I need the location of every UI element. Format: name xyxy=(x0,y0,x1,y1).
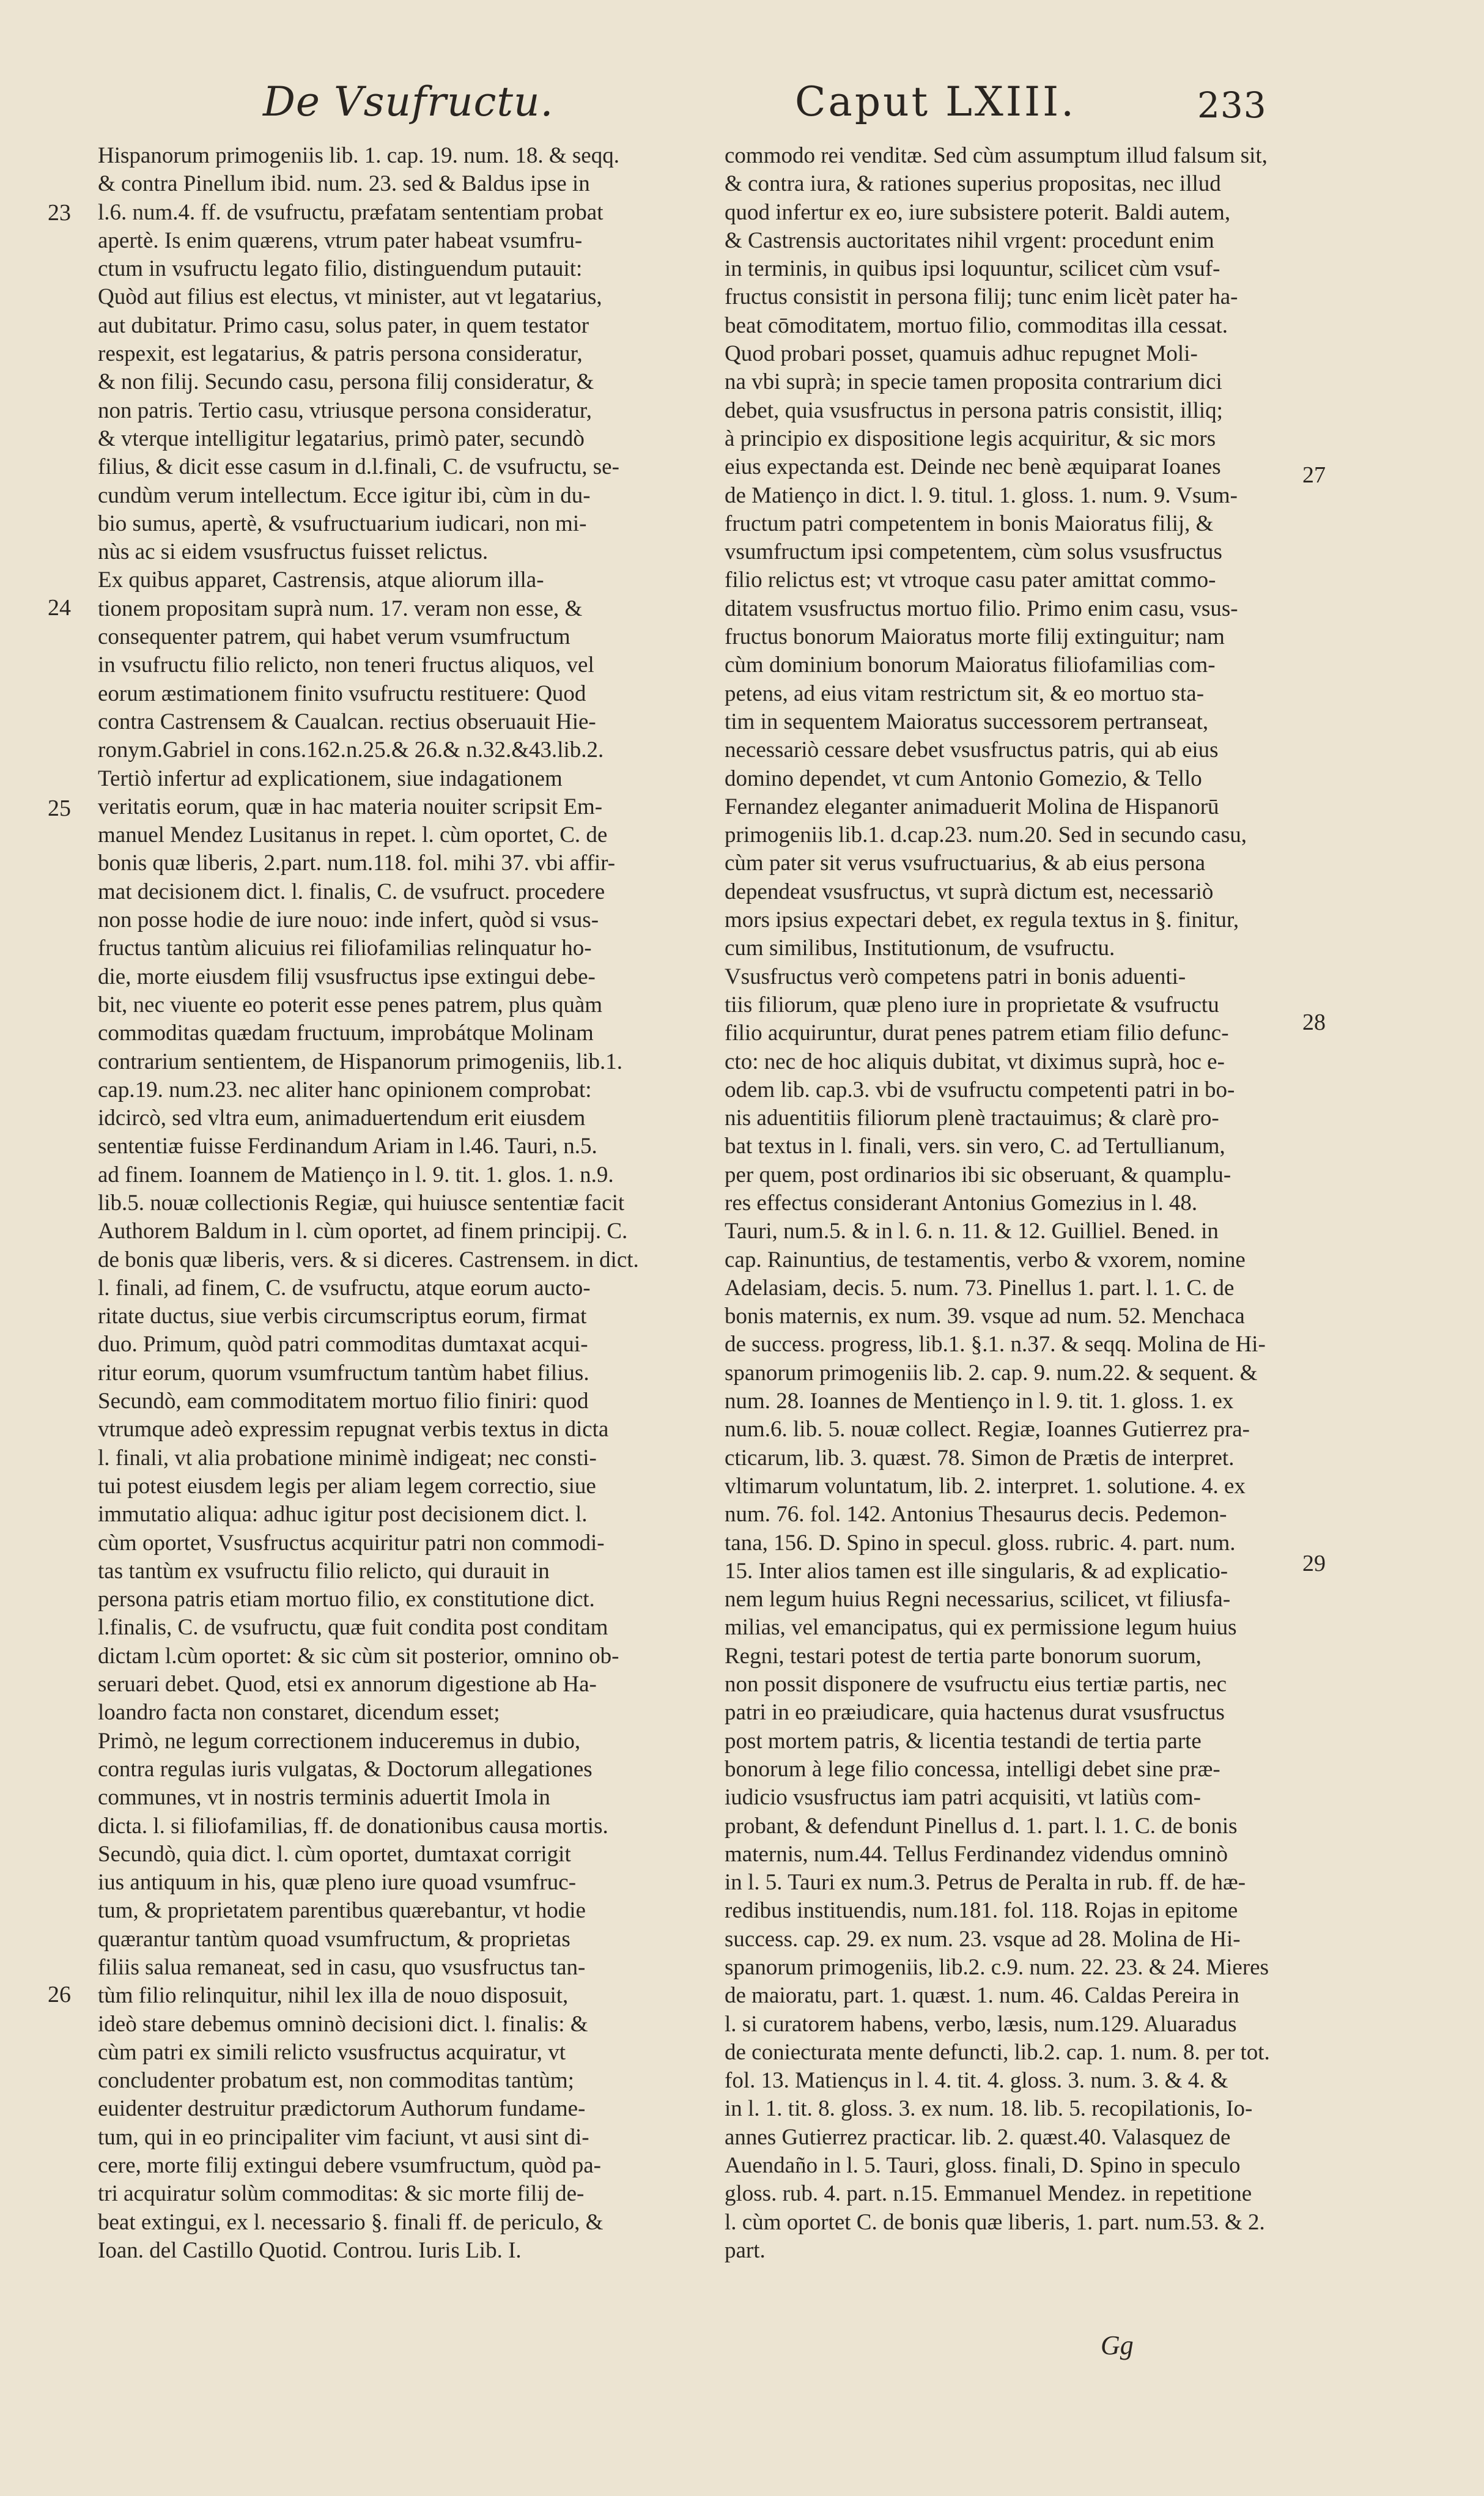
text-line: Quod probari posset, quamuis adhuc repugnet Moli- xyxy=(725,341,1198,367)
text-line: filius, & dicit esse casum in d.l.finali, C. de vsufructu, se- xyxy=(98,454,619,480)
text-line: quod infertur ex eo, iure subsistere poterit. Baldi autem, xyxy=(725,199,1231,225)
text-line: immutatio aliqua: adhuc igitur post decisionem dict. l. xyxy=(98,1502,588,1527)
text-line: necessariò cessare debet vsusfructus patris, qui ab eius xyxy=(725,737,1219,763)
text-line: tionem propositam suprà num. 17. veram non esse, & xyxy=(98,596,583,621)
text-line: odem lib. cap.3. vbi de vsufructu competenti patri in bo- xyxy=(725,1077,1235,1102)
text-line: Hispanorum primogeniis lib. 1. cap. 19. num. 18. & seqq. xyxy=(98,143,619,168)
text-line: tana, 156. D. Spino in specul. gloss. rubric. 4. part. num. xyxy=(725,1530,1236,1556)
text-line: vltimarum voluntatum, lib. 2. interpret. 1. solutione. 4. ex xyxy=(725,1473,1246,1499)
text-line: beat extingui, ex l. necessario §. finali ff. de periculo, & xyxy=(98,2209,604,2235)
text-line: mors ipsius expectari debet, ex regula textus in §. finitur, xyxy=(725,907,1239,933)
margin-number: 28 xyxy=(1302,1010,1326,1035)
text-line: seruari debet. Quod, etsi ex annorum digestione ab Ha- xyxy=(98,1672,597,1697)
text-line: tui potest eiusdem legis per aliam legem correctio, siue xyxy=(98,1473,596,1499)
text-line: l. cùm oportet C. de bonis quæ liberis, 1. part. num.53. & 2. xyxy=(725,2209,1265,2235)
text-line: bit, nec viuente eo poterit esse penes patrem, plus quàm xyxy=(98,992,603,1017)
text-line: dictam l.cùm oportet: & sic cùm sit posterior, omnino ob- xyxy=(98,1643,619,1669)
text-line: non posse hodie de iure nouo: inde infert, quòd si vsus- xyxy=(98,907,599,933)
text-line: quærantur tantùm quoad vsumfructum, & proprietas xyxy=(98,1926,570,1952)
text-line: fructum patri competentem in bonis Maioratus filij, & xyxy=(725,511,1214,536)
text-line: de Matienço in dict. l. 9. titul. 1. gloss. 1. num. 9. Vsum- xyxy=(725,482,1238,508)
text-line: & Castrensis auctoritates nihil vrgent: procedunt enim xyxy=(725,227,1214,253)
text-line: tum, qui in eo principaliter vim faciunt, vt ausi sint di- xyxy=(98,2124,589,2150)
text-line: in terminis, in quibus ipsi loquuntur, scilicet cùm vsuf- xyxy=(725,256,1220,282)
text-line: communes, vt in nostris terminis aduertit Imola in xyxy=(98,1785,550,1811)
right-text-column xyxy=(725,142,1312,2265)
text-line: nùs ac si eidem vsusfructus fuisset relictus. xyxy=(98,539,489,565)
text-line: de maioratu, part. 1. quæst. 1. num. 46. Caldas Pereira in xyxy=(725,1983,1239,2009)
text-line: contra Castrensem & Caualcan. rectius obseruauit Hie- xyxy=(98,709,596,734)
text-line: die, morte eiusdem filij vsusfructus ipse extingui debe- xyxy=(98,964,596,989)
text-line: consequenter patrem, qui habet verum vsumfructum xyxy=(98,624,570,650)
text-line: ctum in vsufructu legato filio, distinguendum putauit: xyxy=(98,256,583,282)
text-line: patri in eo præiudicare, quia hactenus durat vsusfructus xyxy=(725,1700,1225,1726)
text-line: apertè. Is enim quærens, vtrum pater habeat vsumfru- xyxy=(98,227,583,253)
text-line: veritatis eorum, quæ in hac materia nouiter scripsit Em- xyxy=(98,794,603,819)
text-line: cap. Rainuntius, de testamentis, verbo & vxorem, nomine xyxy=(725,1247,1246,1272)
text-line: in l. 5. Tauri ex num.3. Petrus de Peralta in rub. ff. de hæ- xyxy=(725,1870,1246,1896)
text-line: iudicio vsusfructus iam patri acquisiti, vt latiùs com- xyxy=(725,1785,1201,1811)
text-line: 15. Inter alios tamen est ille singularis, & ad explicatio- xyxy=(725,1558,1228,1584)
text-line: Fernandez eleganter animaduerit Molina de Hispanorū xyxy=(725,794,1219,819)
text-line: Ex quibus apparet, Castrensis, atque aliorum illa- xyxy=(98,567,544,593)
text-line: ditatem vsusfructus mortuo filio. Primo enim casu, vsus- xyxy=(725,596,1238,621)
text-line: l. finali, ad finem, C. de vsufructu, atque eorum aucto- xyxy=(98,1275,591,1301)
text-line: Tauri, num.5. & in l. 6. n. 11. & 12. Guilliel. Bened. in xyxy=(725,1219,1219,1244)
text-line: cum similibus, Institutionum, de vsufructu. xyxy=(725,936,1115,961)
text-line: commoditas quædam fructuum, improbátque Molinam xyxy=(98,1021,594,1046)
text-line: à principio ex dispositione legis acquiritur, & sic mors xyxy=(725,426,1216,451)
text-line: milias, vel emancipatus, qui ex permissione legum huius xyxy=(725,1615,1237,1641)
text-line: nis aduentitiis filiorum plenè tractauimus; & clarè pro- xyxy=(725,1106,1219,1131)
text-line: num. 76. fol. 142. Antonius Thesaurus decis. Pedemon- xyxy=(725,1502,1227,1527)
text-line: de coniecturata mente defuncti, lib.2. cap. 1. num. 8. per tot. xyxy=(725,2039,1270,2065)
text-line: cùm dominium bonorum Maioratus filiofamilias com- xyxy=(725,652,1216,678)
text-line: spanorum primogeniis, lib.2. c.9. num. 22. 23. & 24. Mieres xyxy=(725,1955,1269,1980)
text-line: res effectus considerant Antonius Gomezius in l. 48. xyxy=(725,1190,1198,1216)
text-line: bat textus in l. finali, vers. sin vero, C. ad Tertullianum, xyxy=(725,1134,1225,1159)
text-line: domino dependet, vt cum Antonio Gomezio, & Tello xyxy=(725,766,1202,791)
text-line: num. 28. Ioannes de Mentienço in l. 9. tit. 1. gloss. 1. ex xyxy=(725,1389,1234,1414)
chapter-heading: Caput LXIII. xyxy=(795,78,1077,125)
text-line: sententiæ fuisse Ferdinandum Ariam in l.46. Tauri, n.5. xyxy=(98,1134,597,1159)
signature-mark: Gg xyxy=(1101,2330,1134,2360)
text-line: cto: nec de hoc aliquis dubitat, vt diximus suprà, hoc e- xyxy=(725,1049,1225,1074)
margin-number: 23 xyxy=(48,200,71,226)
text-line: na vbi suprà; in specie tamen proposita contrarium dici xyxy=(725,369,1222,395)
text-line: bonis quæ liberis, 2.part. num.118. fol. mihi 37. vbi affir- xyxy=(98,851,616,876)
text-line: manuel Mendez Lusitanus in repet. l. cùm oportet, C. de xyxy=(98,822,608,848)
text-line: fol. 13. Matienςus in l. 4. tit. 4. gloss. 3. num. 3. & 4. & xyxy=(725,2068,1228,2094)
text-line: Auendaño in l. 5. Tauri, gloss. finali, D. Spino in speculo xyxy=(725,2153,1241,2179)
text-line: filio acquiruntur, durat penes patrem etiam filio defunc- xyxy=(725,1021,1229,1046)
text-line: in l. 1. tit. 8. gloss. 3. ex num. 18. lib. 5. recopilationis, Io- xyxy=(725,2096,1253,2122)
text-line: bio sumus, apertè, & vsufructuarium iudicari, non mi- xyxy=(98,511,587,536)
margin-number: 24 xyxy=(48,595,71,621)
text-line: non patris. Tertio casu, vtriusque persona consideratur, xyxy=(98,397,592,423)
text-line: l.finalis, C. de vsufructu, quæ fuit condita post conditam xyxy=(98,1615,608,1641)
text-line: vsumfructum ipsi competentem, cùm solus vsusfructus xyxy=(725,539,1222,565)
text-line: cticarum, lib. 3. quæst. 78. Simon de Prætis de interpret. xyxy=(725,1445,1235,1471)
text-line: cere, morte filij extingui debere vsumfructum, quòd pa- xyxy=(98,2153,601,2179)
text-line: l.6. num.4. ff. de vsufructu, præfatam sententiam probat xyxy=(98,199,604,225)
text-line: cùm pater sit verus vsufructuarius, & ab eius persona xyxy=(725,851,1206,876)
text-line: & vterque intelligitur legatarius, primò pater, secundò xyxy=(98,426,585,451)
text-line: idcircò, sed vltra eum, animaduertendum erit eiusdem xyxy=(98,1106,586,1131)
text-line: tri acquiratur solùm commoditas: & sic morte filij de- xyxy=(98,2181,585,2207)
text-line: fructus bonorum Maioratus morte filij extinguitur; nam xyxy=(725,624,1225,650)
text-line: num.6. lib. 5. nouæ collect. Regiæ, Ioannes Gutierrez pra- xyxy=(725,1417,1250,1442)
text-line: ideò stare debemus omninò decisioni dict. l. finalis: & xyxy=(98,2011,588,2037)
margin-number: 25 xyxy=(48,796,71,821)
text-line: l. finali, vt alia probatione minimè indigeat; nec consti- xyxy=(98,1445,597,1471)
text-line: spanorum primogeniis lib. 2. cap. 9. num.22. & sequent. & xyxy=(725,1360,1258,1386)
text-line: eorum æstimationem finito vsufructu restituere: Quod xyxy=(98,681,586,706)
text-line: ritur eorum, quorum vsumfructum tantùm habet filius. xyxy=(98,1360,589,1386)
text-line: Regni, testari potest de tertia parte bonorum suorum, xyxy=(725,1643,1202,1669)
text-line: ad finem. Ioannem de Matienço in l. 9. tit. 1. glos. 1. n.9. xyxy=(98,1162,614,1187)
text-line: non possit disponere de vsufructu eius tertiæ partis, nec xyxy=(725,1672,1227,1697)
text-line: tiis filiorum, quæ pleno iure in proprietate & vsufructu xyxy=(725,992,1219,1017)
text-line: eius expectanda est. Deinde nec benè æquiparat Ioanes xyxy=(725,454,1221,480)
text-line: tas tantùm ex vsufructu filio relicto, qui durauit in xyxy=(98,1558,550,1584)
text-line: ronym.Gabriel in cons.162.n.25.& 26.& n.32.&43.lib.2. xyxy=(98,737,604,763)
text-line: part. xyxy=(725,2237,766,2263)
text-line: tùm filio relinquitur, nihil lex illa de nouo disposuit, xyxy=(98,1983,569,2009)
text-line: Quòd aut filius est electus, vt minister, aut vt legatarius, xyxy=(98,284,602,310)
text-line: nem legum huius Regni necessarius, scilicet, vt filiusfa- xyxy=(725,1587,1231,1612)
text-line: duo. Primum, quòd patri commoditas dumtaxat acqui- xyxy=(98,1332,588,1357)
text-line: Authorem Baldum in l. cùm oportet, ad finem principij. C. xyxy=(98,1219,628,1244)
text-line: Secundò, eam commoditatem mortuo filio finiri: quod xyxy=(98,1389,589,1414)
text-line: mat decisionem dict. l. finalis, C. de vsufruct. procedere xyxy=(98,879,605,904)
text-line: & contra iura, & rationes superius propositas, nec illud xyxy=(725,171,1221,197)
text-line: Primò, ne legum correctionem induceremus in dubio, xyxy=(98,1728,581,1754)
text-line: l. si curatorem habens, verbo, læsis, num.129. Aluaradus xyxy=(725,2011,1237,2037)
text-line: dicta. l. si filiofamilias, ff. de donationibus causa mortis. xyxy=(98,1813,608,1839)
text-line: tim in sequentem Maioratus successorem pertranseat, xyxy=(725,709,1209,734)
text-line: filiis salua remaneat, sed in casu, quo vsusfructus tan- xyxy=(98,1955,586,1980)
text-line: debet, quia vsusfructus in persona patris consistit, illiq; xyxy=(725,397,1223,423)
text-line: cap.19. num.23. nec aliter hanc opinionem comprobat: xyxy=(98,1077,592,1102)
text-line: & contra Pinellum ibid. num. 23. sed & Baldus ipse in xyxy=(98,171,590,197)
text-line: filio relictus est; vt vtroque casu pater amittat commo- xyxy=(725,567,1216,593)
margin-number: 27 xyxy=(1302,462,1326,488)
text-line: bonis maternis, ex num. 39. vsque ad num. 52. Menchaca xyxy=(725,1304,1245,1329)
text-line: fructus consistit in persona filij; tunc enim licèt pater ha- xyxy=(725,284,1238,310)
left-text-column xyxy=(98,142,685,2265)
text-line: post mortem patris, & licentia testandi de tertia parte xyxy=(725,1728,1202,1754)
text-line: bonorum à lege filio concessa, intelligi debet sine præ- xyxy=(725,1756,1220,1782)
text-line: maternis, num.44. Tellus Ferdinandez videndus omninò xyxy=(725,1841,1228,1867)
text-line: cùm oportet, Vsusfructus acquiritur patri non commodi- xyxy=(98,1530,605,1556)
text-line: fructus tantùm alicuius rei filiofamilias relinquatur ho- xyxy=(98,936,592,961)
text-line: annes Gutierrez practicar. lib. 2. quæst.40. Valasquez de xyxy=(725,2124,1231,2150)
text-line: persona patris etiam mortuo filio, ex constitutione dict. xyxy=(98,1587,595,1612)
text-line: primogeniis lib.1. d.cap.23. num.20. Sed in secundo casu, xyxy=(725,822,1247,848)
text-line: & non filij. Secundo casu, persona filij consideratur, & xyxy=(98,369,594,395)
text-line: concludenter probatum est, non commoditas tantùm; xyxy=(98,2068,574,2094)
text-line: loandro facta non constaret, dicendum esset; xyxy=(98,1700,500,1726)
text-line: tum, & proprietatem parentibus quærebantur, vt hodie xyxy=(98,1898,586,1924)
margin-number: 26 xyxy=(48,1982,71,2007)
text-line: redibus instituendis, num.181. fol. 118. Rojas in epitome xyxy=(725,1898,1238,1924)
text-line: contra regulas iuris vulgatas, & Doctorum allegationes xyxy=(98,1756,592,1782)
page-number: 233 xyxy=(1197,84,1267,126)
text-line: ritate ductus, siue verbis circumscriptus eorum, firmat xyxy=(98,1304,587,1329)
text-line: aut dubitatur. Primo casu, solus pater, in quem testator xyxy=(98,312,589,338)
text-line: euidenter destruitur prædictorum Authorum fundame- xyxy=(98,2096,586,2122)
text-line: commodo rei venditæ. Sed cùm assumptum illud falsum sit, xyxy=(725,143,1268,168)
text-line: success. cap. 29. ex num. 23. vsque ad 28. Molina de Hi- xyxy=(725,1926,1241,1952)
text-line: Tertiò infertur ad explicationem, siue indagationem xyxy=(98,766,563,791)
text-line: dependeat vsusfructus, vt suprà dictum est, necessariò xyxy=(725,879,1214,904)
running-title: De Vsufructu. xyxy=(263,78,554,125)
text-line: vtrumque adeò expressim repugnat verbis textus in dicta xyxy=(98,1417,609,1442)
text-line: cùm patri ex simili relicto vsusfructus acquiratur, vt xyxy=(98,2039,566,2065)
text-line: per quem, post ordinarios ibi sic obseruant, & quamplu- xyxy=(725,1162,1231,1187)
text-line: contrarium sentientem, de Hispanorum primogeniis, lib.1. xyxy=(98,1049,623,1074)
text-line: gloss. rub. 4. part. n.15. Emmanuel Mendez. in repetitione xyxy=(725,2181,1252,2207)
text-line: in vsufructu filio relicto, non teneri fructus aliquos, vel xyxy=(98,652,594,678)
text-line: lib.5. nouæ collectionis Regiæ, qui huiusce sententiæ facit xyxy=(98,1190,625,1216)
text-line: petens, ad eius vitam restrictum sit, & eo mortuo sta- xyxy=(725,681,1205,706)
text-line: de success. progress, lib.1. §.1. n.37. & seqq. Molina de Hi- xyxy=(725,1332,1266,1357)
text-line: respexit, est legatarius, & patris persona consideratur, xyxy=(98,341,583,367)
text-line: Adelasiam, decis. 5. num. 73. Pinellus 1. part. l. 1. C. de xyxy=(725,1275,1235,1301)
text-line: Ioan. del Castillo Quotid. Controu. Iuris Lib. I. xyxy=(98,2237,522,2263)
text-line: Vsusfructus verò competens patri in bonis aduenti- xyxy=(725,964,1186,989)
text-line: ius antiquum in his, quæ pleno iure quoad vsumfruc- xyxy=(98,1870,577,1896)
text-line: cundùm verum intellectum. Ecce igitur ibi, cùm in du- xyxy=(98,482,591,508)
margin-number: 29 xyxy=(1302,1551,1326,1576)
text-line: de bonis quæ liberis, vers. & si diceres. Castrensem. in dict. xyxy=(98,1247,639,1272)
text-line: Secundò, quia dict. l. cùm oportet, dumtaxat corrigit xyxy=(98,1841,571,1867)
text-line: beat cōmoditatem, mortuo filio, commoditas illa cessat. xyxy=(725,312,1228,338)
text-line: probant, & defendunt Pinellus d. 1. part. l. 1. C. de bonis xyxy=(725,1813,1238,1839)
